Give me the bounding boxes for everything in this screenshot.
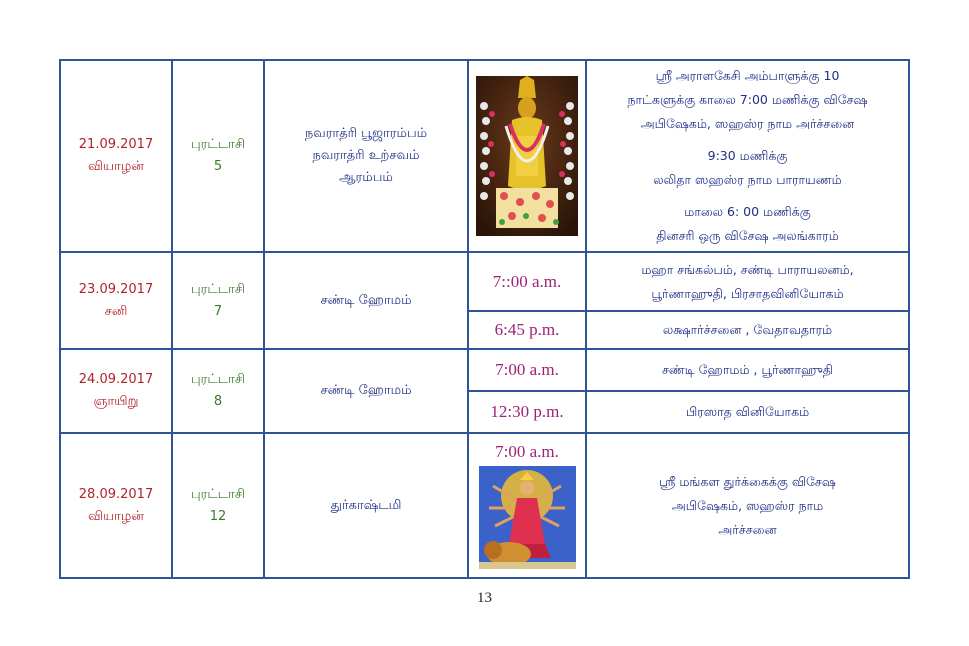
description-cell	[586, 349, 909, 391]
month-day-text: 5	[213, 159, 223, 174]
date-text: 23.09.2017	[78, 281, 154, 297]
event-cell	[264, 349, 468, 433]
event-text: சண்டி ஹோமம்	[320, 383, 412, 398]
date-text: 28.09.2017	[78, 486, 154, 502]
month-text: புரட்டாசி	[190, 281, 246, 297]
month-cell	[172, 349, 264, 433]
date-cell	[60, 60, 172, 252]
event-text: சண்டி ஹோமம்	[320, 292, 412, 308]
date-text: 24.09.2017	[78, 372, 154, 387]
date-text: 21.09.2017	[78, 137, 154, 152]
event-line: ஆரம்பம்	[339, 170, 393, 185]
month-day-text: 12	[209, 508, 227, 524]
event-line: நவராத்ரி பூஜாரம்பம்	[304, 126, 428, 141]
month-text: புரட்டாசி	[190, 486, 246, 502]
event-cell	[264, 433, 468, 578]
time-text: 12:30 p.m.	[490, 402, 564, 421]
table-row	[60, 433, 909, 578]
event-line: நவராத்ரி உற்சவம்	[312, 148, 420, 163]
month-cell	[172, 433, 264, 578]
table-row	[60, 252, 909, 311]
month-text: புரட்டாசி	[190, 372, 246, 387]
description-cell	[586, 391, 909, 433]
event-text: துர்காஷ்டமி	[330, 497, 402, 513]
day-text: வியாழன்	[88, 159, 144, 174]
description-line: அர்ச்சனை	[718, 521, 777, 537]
time-image-cell	[468, 433, 586, 578]
day-text: சனி	[104, 303, 128, 319]
time-text: 6:45 p.m.	[494, 320, 560, 339]
description-cell	[586, 311, 909, 349]
month-text: புரட்டாசி	[190, 137, 246, 152]
day-text: வியாழன்	[88, 508, 144, 524]
time-cell	[468, 252, 586, 311]
time-text: 7::00 a.m.	[492, 271, 562, 291]
description-line: அபிஷேகம், ஸஹஸ்ர நாம	[671, 497, 824, 513]
description-line: ஸ்ரீ அராளகேசி அம்பாளுக்கு 10	[655, 68, 840, 83]
description-line: ஸ்ரீ மங்கள துர்க்கைக்கு விசேஷ	[659, 473, 836, 489]
description-line: சண்டி ஹோமம் , பூர்ணாஹுதி	[661, 362, 834, 377]
time-text: 7:00 a.m.	[495, 360, 559, 379]
description-line: லலிதா ஸஹஸ்ர நாம பாராயணம்	[653, 172, 842, 187]
month-cell	[172, 252, 264, 349]
month-day-text: 8	[213, 394, 223, 409]
description-cell	[586, 252, 909, 311]
date-cell	[60, 252, 172, 349]
description-line: பூர்ணாஹுதி, பிரசாதவினியோகம்	[651, 285, 844, 301]
time-cell	[468, 311, 586, 349]
description-line: அபிஷேகம், ஸஹஸ்ர நாம அர்ச்சனை	[640, 116, 855, 131]
durga-image	[479, 466, 576, 569]
time-cell	[468, 391, 586, 433]
description-line: மாலை 6: 00 மணிக்கு	[684, 204, 811, 219]
description-cell	[586, 60, 909, 252]
description-line: லக்ஷார்ச்சனை , வேதாவதாரம்	[662, 322, 833, 337]
description-line: பிரஸாத வினியோகம்	[685, 404, 810, 419]
description-line: மஹா சங்கல்பம், சண்டி பாராயலனம்,	[641, 261, 854, 277]
table-row	[60, 349, 909, 391]
table-row	[60, 60, 909, 252]
time-cell	[468, 349, 586, 391]
event-cell	[264, 60, 468, 252]
date-cell	[60, 433, 172, 578]
month-day-text: 7	[213, 303, 223, 319]
page-number: 13	[477, 590, 492, 606]
description-line: தினசரி ஒரு விசேஷ அலங்காரம்	[656, 228, 839, 243]
time-text: 7:00 a.m.	[495, 442, 559, 461]
amman-idol-image	[476, 76, 578, 236]
description-line: நாட்களுக்கு காலை 7:00 மணிக்கு விசேஷ	[627, 92, 868, 107]
day-text: ஞாயிறு	[93, 394, 139, 409]
month-cell	[172, 60, 264, 252]
date-cell	[60, 349, 172, 433]
event-cell	[264, 252, 468, 349]
description-line: 9:30 மணிக்கு	[707, 148, 788, 163]
description-cell	[586, 433, 909, 578]
schedule-table	[59, 59, 908, 577]
image-cell	[468, 60, 586, 252]
